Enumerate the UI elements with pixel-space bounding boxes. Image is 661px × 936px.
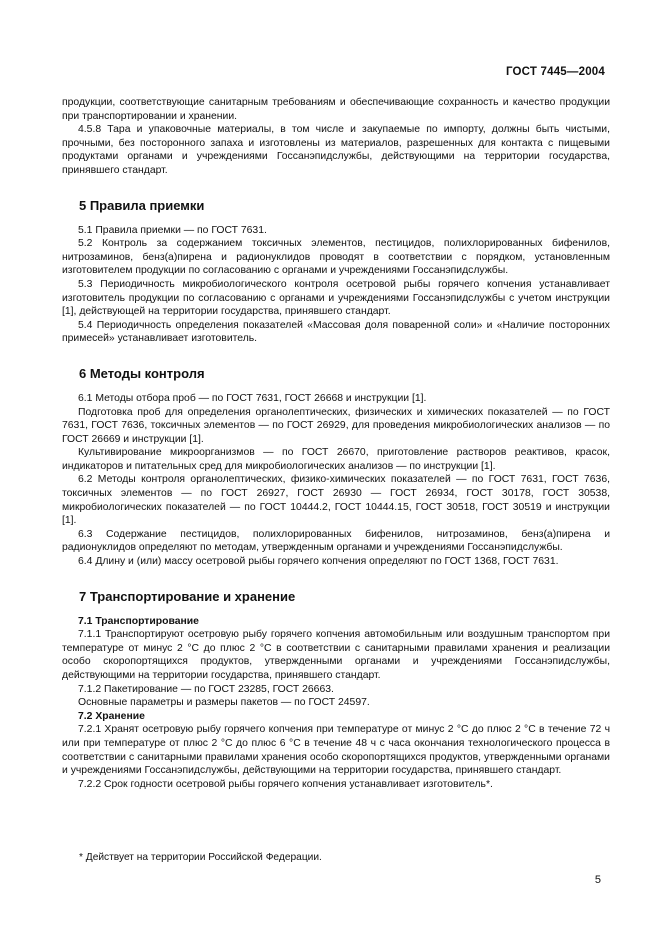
paragraph-6-1-preparation: Подготовка проб для определения органолептических, физических и химических показателей — по ГОСТ 7631, ГОСТ 7636, токсичных элементов — по ГОСТ 26929, для проведения микробиологических анализов — по ГОСТ 26669 и инструкции [1]. (62, 406, 610, 445)
paragraph-6-4: 6.4 Длину и (или) массу осетровой рыбы горячего копчения определяют по ГОСТ 1368, ГОСТ 7631. (78, 556, 559, 568)
paragraph-5-4: 5.4 Периодичность определения показателей «Массовая доля поваренной соли» и «Наличие посторонних примесей» устанавливает изготовитель. (62, 319, 610, 345)
subsection-7-1-heading: 7.1 Транспортирование (78, 615, 199, 627)
paragraph-7-2-1: 7.2.1 Хранят осетровую рыбу горячего копчения при температуре от минус 2 °С до плюс 2 °С в течение 72 ч или при температуре от плюс 2 °С до плюс 6 °С в течение 48 ч с часа окончания технологического процесса в соответствии с санитарными правилами хранения особо скоропортящихся продуктов, утвержденными органами и учреждениями Госсанэпидслужбы, действующими на территории государства, принявшего стандарт. (62, 724, 610, 777)
paragraph-7-1-1: 7.1.1 Транспортируют осетровую рыбу горячего копчения автомобильным или воздушным транспортом при температуре от минус 2 °С до плюс 2 °С в соответствии с санитарными правилами хранения и реализации особо скоропортящихся продуктов, утвержденными органами и учреждениями Госсанэпидслужбы, действующими на территории государства, принявшего стандарт. (62, 629, 610, 681)
footnote: * Действует на территории Российской Федерации. (79, 852, 322, 863)
paragraph-5-2: 5.2 Контроль за содержанием токсичных элементов, пестицидов, полихлорированных бифенилов, нитрозаминов, бенз(а)пирена и радионуклидов проводят в соответствии с порядком, установленным изготовителем продукции по согласованию с органами и учреждениями Госсанэпидслужбы. (62, 238, 610, 277)
paragraph-continuation: продукции, соответствующие санитарным требованиям и обеспечивающие сохранность и качество продукции при транспортировании и хранении. (62, 97, 610, 122)
paragraph-4-5-8: 4.5.8 Тара и упаковочные материалы, в том числе и закупаемые по импорту, должны быть чистыми, прочными, без посторонного запаха и изготовлены из материалов, разрешенных для контакта с пищевыми продуктами органами и учреждениями Госсанэпидслужбы, действующими на территории государства, принявшего стандарт. (62, 124, 610, 176)
section-7-heading: 7 Транспортирование и хранение (79, 588, 296, 604)
paragraph-6-3: 6.3 Содержание пестицидов, полихлорированных бифенилов, нитрозаминов, бенз(а)пирена и радионуклидов определяют по методам, утвержденным органами и учреждениями Госсанэпидслужбы. (62, 528, 610, 554)
paragraph-5-1: 5.1 Правила приемки — по ГОСТ 7631. (78, 224, 267, 236)
paragraph-6-1: 6.1 Методы отбора проб — по ГОСТ 7631, ГОСТ 26668 и инструкции [1]. (78, 392, 427, 404)
document-code-header: ГОСТ 7445—2004 (505, 66, 605, 78)
section-6-heading: 6 Методы контроля (79, 365, 205, 381)
subsection-7-2-heading: 7.2 Хранение (78, 710, 145, 722)
document-body (62, 96, 610, 791)
paragraph-7-1-2: 7.1.2 Пакетирование — по ГОСТ 23285, ГОСТ 26663. (78, 683, 334, 695)
page-number: 5 (594, 874, 601, 886)
paragraph-5-3: 5.3 Периодичность микробиологического контроля осетровой рыбы горячего копчения устанавливает изготовитель продукции по согласованию с органами и учреждениями Госсанэпидслужбы с учетом инструкции [1], действующей на территории государства, принявшего стандарт. (62, 278, 610, 318)
paragraph-6-1-cultivation: Культивирование микроорганизмов — по ГОСТ 26670, приготовление растворов реактивов, красок, индикаторов и питательных сред для микробиологических анализов — по инструкции [1]. (62, 447, 610, 472)
section-5-heading: 5 Правила приемки (79, 197, 205, 213)
paragraph-7-2-2: 7.2.2 Срок годности осетровой рыбы горячего копчения устанавливает изготовитель*. (78, 778, 493, 790)
paragraph-7-1-2-parameters: Основные параметры и размеры пакетов — по ГОСТ 24597. (78, 697, 370, 709)
paragraph-6-2: 6.2 Методы контроля органолептических, физико-химических показателей — по ГОСТ 7631, ГОСТ 7636, токсичных элементов — по ГОСТ 26927, ГОСТ 26930 — ГОСТ 26934, ГОСТ 30178, ГОСТ 30538, микробиологических показателей — по ГОСТ 10444.2, ГОСТ 10444.15, ГОСТ 30518, ГОСТ 30519 и инструкции [1]. (62, 474, 610, 527)
